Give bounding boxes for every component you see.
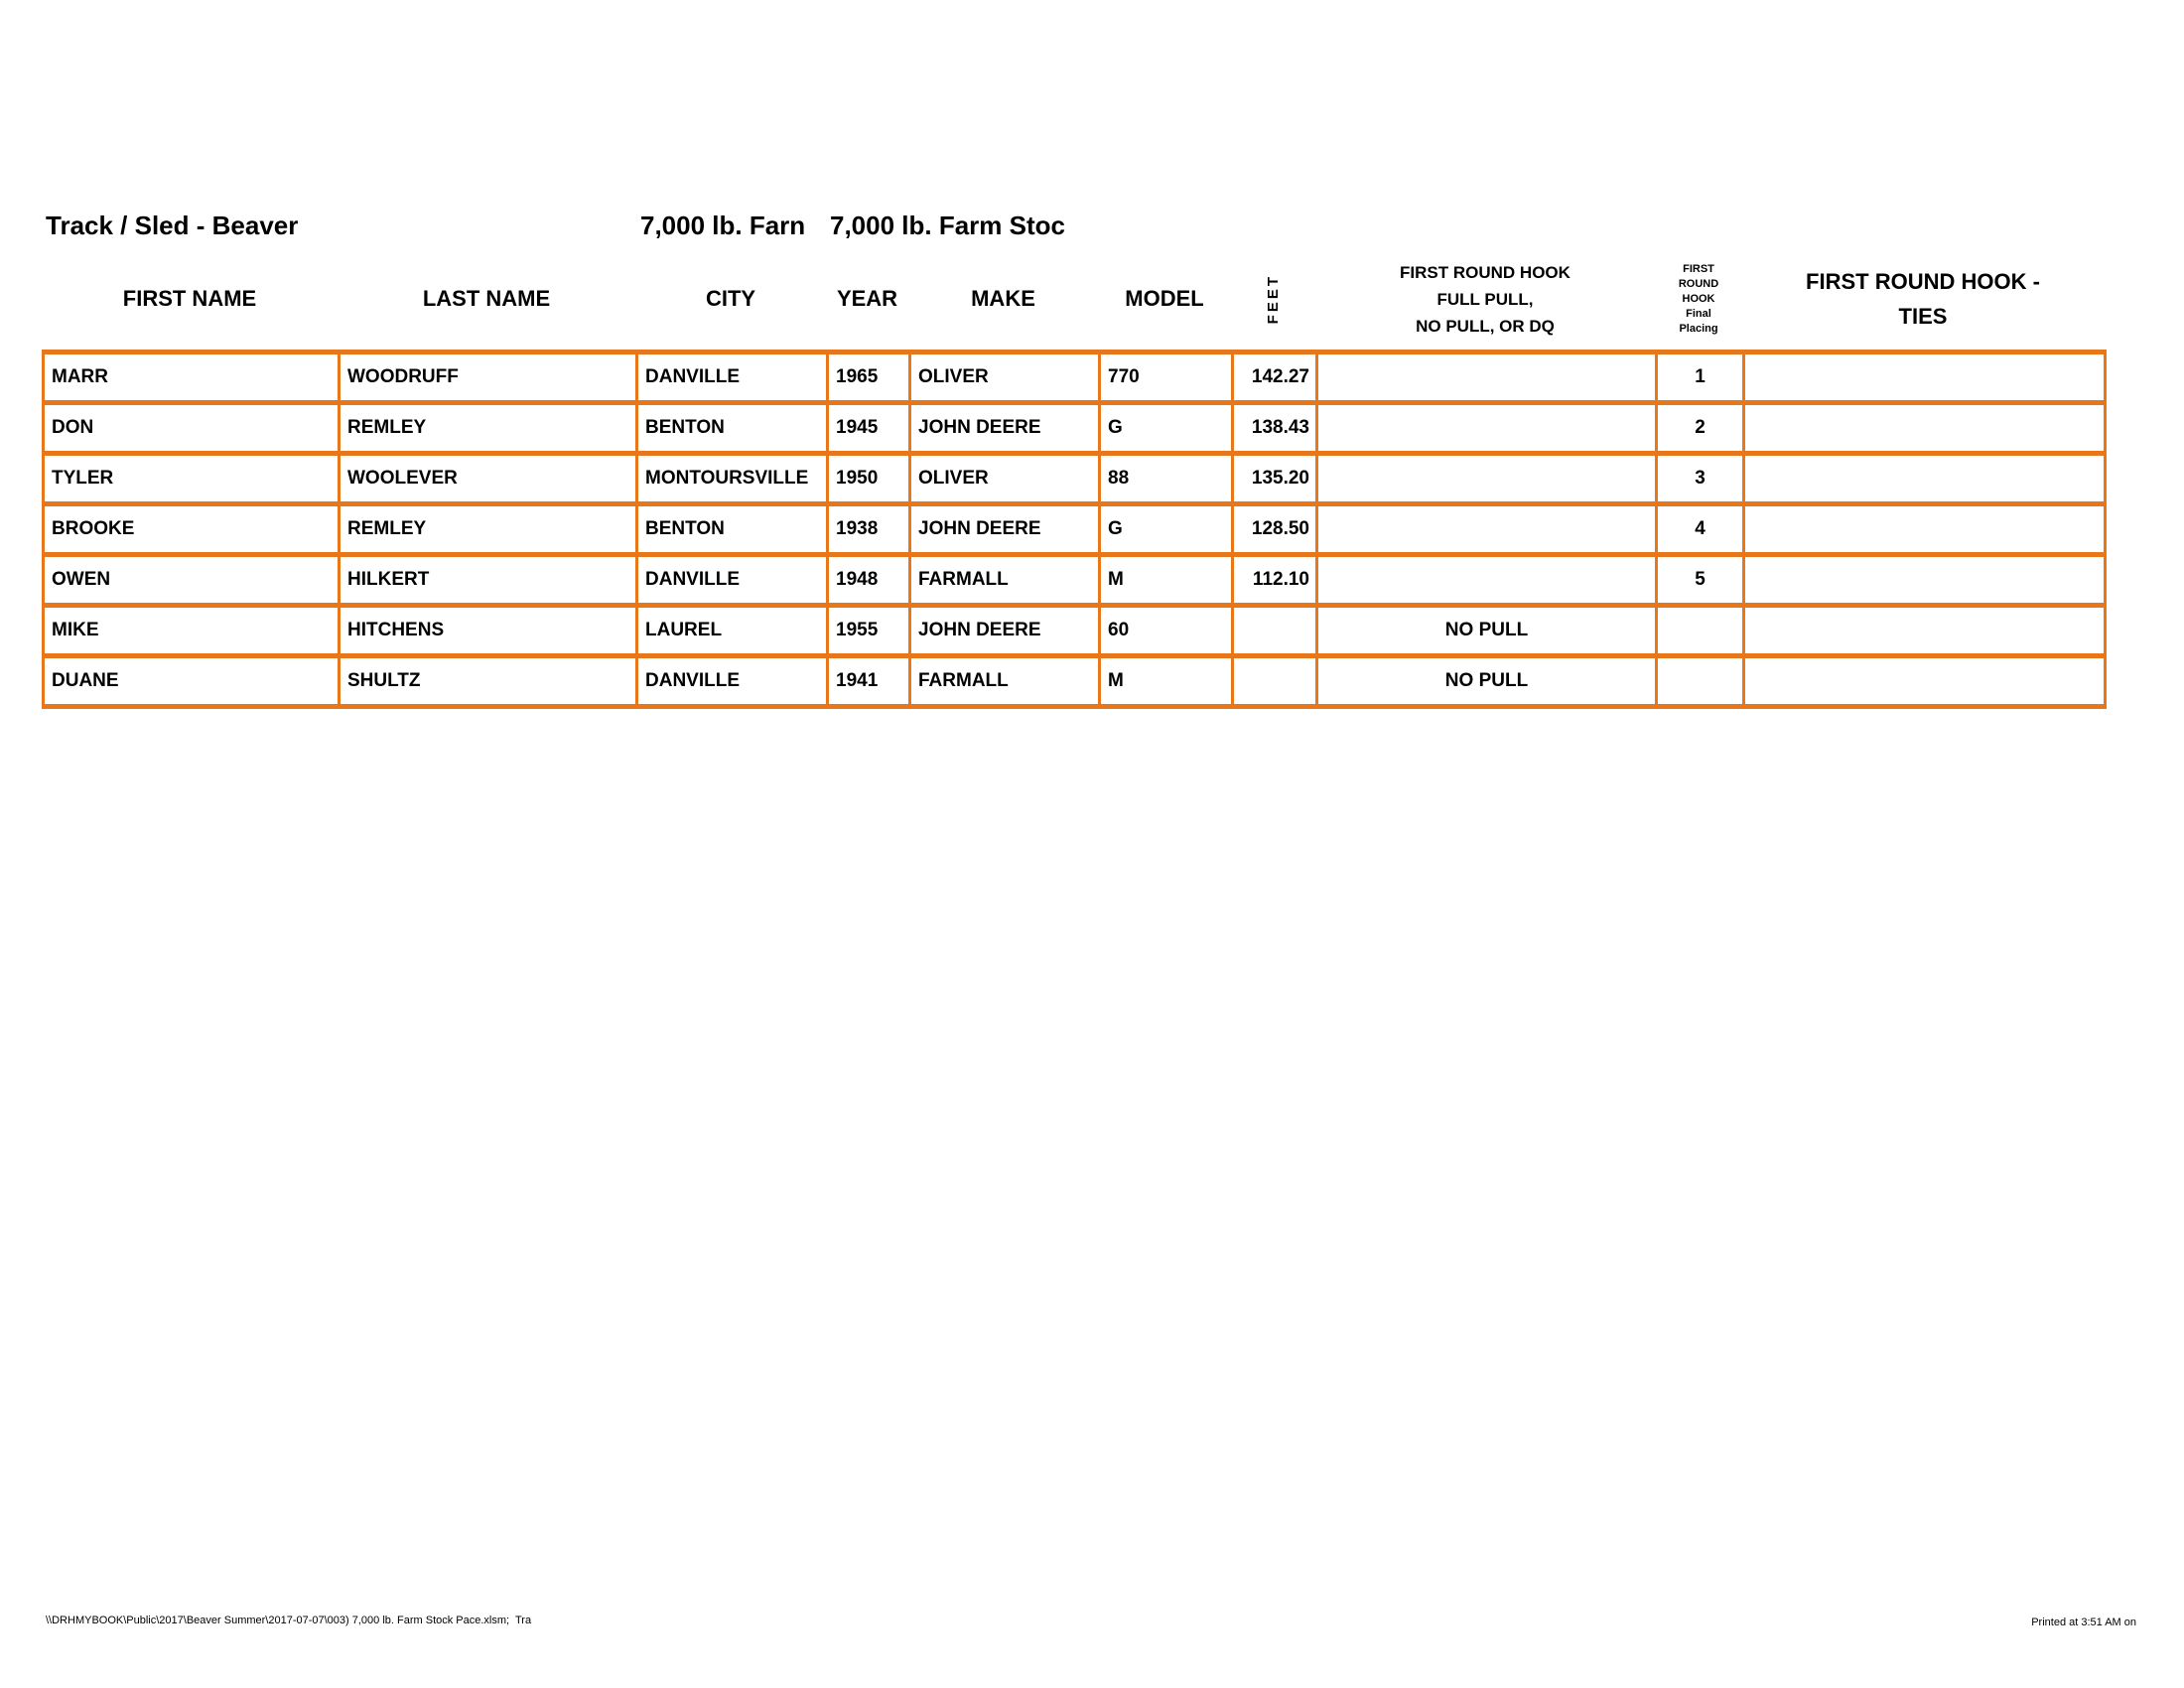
cell-placing: 3 bbox=[1657, 454, 1744, 504]
cell-hook-result: NO PULL bbox=[1317, 606, 1657, 656]
cell-last-name: SHULTZ bbox=[340, 656, 637, 707]
cell-city: BENTON bbox=[637, 403, 828, 454]
table-row bbox=[44, 656, 2106, 707]
cell-first-name: MIKE bbox=[44, 606, 340, 656]
cell-model: M bbox=[1100, 555, 1233, 606]
cell-last-name: HITCHENS bbox=[340, 606, 637, 656]
cell-feet: 142.27 bbox=[1233, 352, 1317, 403]
cell-hook-result bbox=[1317, 555, 1657, 606]
cell-feet: 135.20 bbox=[1233, 454, 1317, 504]
cell-make: JOHN DEERE bbox=[910, 403, 1100, 454]
cell-year: 1941 bbox=[828, 656, 910, 707]
cell-model: 88 bbox=[1100, 454, 1233, 504]
cell-hook-result: NO PULL bbox=[1317, 656, 1657, 707]
cell-last-name: REMLEY bbox=[340, 403, 637, 454]
cell-first-name: DUANE bbox=[44, 656, 340, 707]
col-header-ties-line: TIES bbox=[1898, 304, 1948, 329]
cell-hook-result bbox=[1317, 352, 1657, 403]
col-header-placing-line: HOOK bbox=[1682, 292, 1715, 305]
cell-first-name: DON bbox=[44, 403, 340, 454]
printed-at-footer: Printed at 3:51 AM on bbox=[2031, 1617, 2136, 1628]
cell-make: JOHN DEERE bbox=[910, 504, 1100, 555]
cell-model: G bbox=[1100, 504, 1233, 555]
cell-city: DANVILLE bbox=[637, 656, 828, 707]
cell-last-name: WOODRUFF bbox=[340, 352, 637, 403]
track-title: Track / Sled - Beaver bbox=[46, 211, 299, 240]
cell-make: JOHN DEERE bbox=[910, 606, 1100, 656]
cell-ties bbox=[1744, 454, 2106, 504]
col-header-hook-result bbox=[1315, 248, 1655, 350]
cell-ties bbox=[1744, 606, 2106, 656]
col-header-hook-result-line: FIRST ROUND HOOK bbox=[1400, 262, 1570, 282]
cell-first-name: BROOKE bbox=[44, 504, 340, 555]
cell-ties bbox=[1744, 504, 2106, 555]
results-table bbox=[42, 350, 2107, 709]
col-header-model: MODEL bbox=[1125, 286, 1204, 311]
table-header-row bbox=[42, 248, 2104, 350]
cell-feet: 138.43 bbox=[1233, 403, 1317, 454]
cell-feet bbox=[1233, 606, 1317, 656]
cell-make: OLIVER bbox=[910, 352, 1100, 403]
col-header-make: MAKE bbox=[971, 286, 1035, 311]
cell-city: DANVILLE bbox=[637, 555, 828, 606]
table-row bbox=[44, 555, 2106, 606]
cell-placing: 4 bbox=[1657, 504, 1744, 555]
cell-last-name: HILKERT bbox=[340, 555, 637, 606]
cell-placing: 2 bbox=[1657, 403, 1744, 454]
cell-model: M bbox=[1100, 656, 1233, 707]
cell-make: FARMALL bbox=[910, 656, 1100, 707]
cell-make: OLIVER bbox=[910, 454, 1100, 504]
cell-model: G bbox=[1100, 403, 1233, 454]
col-header-placing-line: FIRST bbox=[1683, 262, 1714, 275]
col-header-placing-line: ROUND bbox=[1678, 277, 1719, 290]
col-header-hook-result-line: NO PULL, OR DQ bbox=[1416, 316, 1555, 336]
cell-feet: 128.50 bbox=[1233, 504, 1317, 555]
cell-model: 770 bbox=[1100, 352, 1233, 403]
cell-year: 1955 bbox=[828, 606, 910, 656]
col-header-first-name: FIRST NAME bbox=[122, 286, 257, 311]
cell-year: 1950 bbox=[828, 454, 910, 504]
cell-placing: 1 bbox=[1657, 352, 1744, 403]
col-header-placing-line: Placing bbox=[1679, 322, 1718, 335]
table-row bbox=[44, 504, 2106, 555]
cell-placing bbox=[1657, 656, 1744, 707]
cell-year: 1948 bbox=[828, 555, 910, 606]
cell-hook-result bbox=[1317, 454, 1657, 504]
cell-make: FARMALL bbox=[910, 555, 1100, 606]
col-header-ties bbox=[1742, 248, 2104, 350]
col-header-last-name: LAST NAME bbox=[422, 286, 551, 311]
table-row bbox=[44, 606, 2106, 656]
cell-last-name: WOOLEVER bbox=[340, 454, 637, 504]
col-header-feet-label: FEET bbox=[1265, 273, 1282, 325]
cell-ties bbox=[1744, 352, 2106, 403]
cell-first-name: OWEN bbox=[44, 555, 340, 606]
cell-city: MONTOURSVILLE bbox=[637, 454, 828, 504]
cell-city: BENTON bbox=[637, 504, 828, 555]
col-header-city: CITY bbox=[705, 286, 756, 311]
cell-ties bbox=[1744, 555, 2106, 606]
cell-feet: 112.10 bbox=[1233, 555, 1317, 606]
cell-year: 1945 bbox=[828, 403, 910, 454]
class-title-truncated: 7,000 lb. Farn bbox=[640, 211, 806, 240]
col-header-year: YEAR bbox=[836, 286, 898, 311]
cell-last-name: REMLEY bbox=[340, 504, 637, 555]
cell-first-name: TYLER bbox=[44, 454, 340, 504]
cell-feet bbox=[1233, 656, 1317, 707]
cell-first-name: MARR bbox=[44, 352, 340, 403]
cell-city: LAUREL bbox=[637, 606, 828, 656]
cell-placing: 5 bbox=[1657, 555, 1744, 606]
col-header-feet bbox=[1231, 248, 1315, 350]
cell-hook-result bbox=[1317, 504, 1657, 555]
cell-year: 1965 bbox=[828, 352, 910, 403]
col-header-placing-line: Final bbox=[1686, 307, 1711, 320]
cell-city: DANVILLE bbox=[637, 352, 828, 403]
table-row bbox=[44, 454, 2106, 504]
cell-year: 1938 bbox=[828, 504, 910, 555]
cell-model: 60 bbox=[1100, 606, 1233, 656]
class-title: 7,000 lb. Farm Stoc bbox=[830, 211, 1065, 240]
col-header-hook-result-line: FULL PULL, bbox=[1436, 289, 1534, 309]
cell-hook-result bbox=[1317, 403, 1657, 454]
cell-ties bbox=[1744, 403, 2106, 454]
table-row bbox=[44, 352, 2106, 403]
file-path-footer: \\DRHMYBOOK\Public\2017\Beaver Summer\2017-07-07\003) 7,000 lb. Farm Stock Pace.xlsm; Tra bbox=[46, 1615, 532, 1626]
table-row bbox=[44, 403, 2106, 454]
col-header-ties-line: FIRST ROUND HOOK - bbox=[1806, 269, 2040, 294]
cell-ties bbox=[1744, 656, 2106, 707]
cell-placing bbox=[1657, 606, 1744, 656]
col-header-placing bbox=[1655, 248, 1742, 350]
